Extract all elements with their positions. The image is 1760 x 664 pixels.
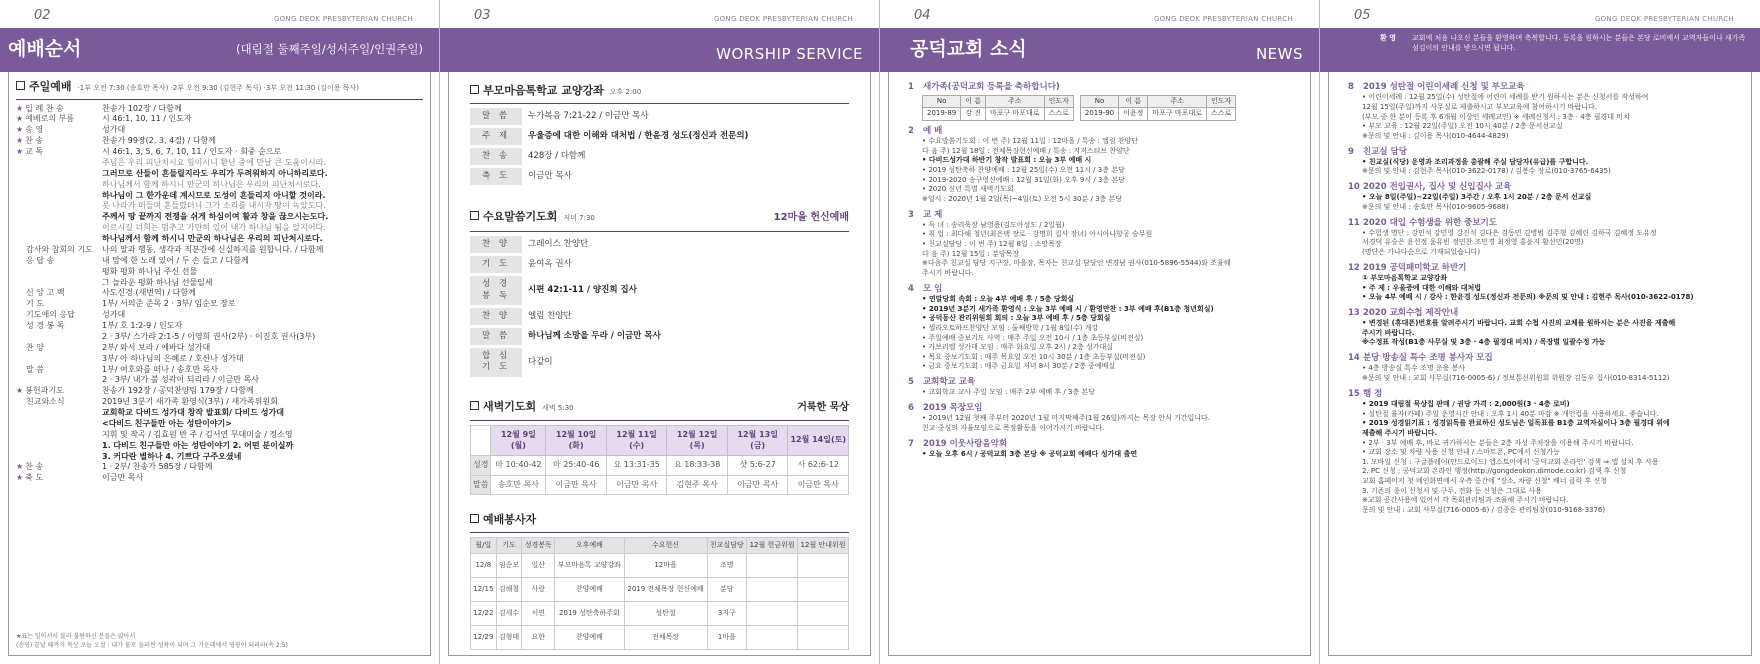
service-label: 찬 양 — [470, 236, 522, 255]
news-line: • 친교실담당 : 이 번 주) 12월 8일 : 소망목장 — [922, 240, 1062, 249]
order-detail-line: 3부/ 아 하나님의 은혜로 / 호산나 성가대 — [102, 353, 244, 363]
dawn-cell: 성경 — [471, 456, 491, 476]
star-icon: ★ — [16, 386, 24, 396]
news-line: • 변경된 (휴대폰)번호를 알려주시기 바랍니다. 교회 수첩 사진의 교체를 원하시는 분은 사진을 제출해 — [1362, 319, 1676, 328]
order-detail-line: 그러므로 산들이 흔들릴지라도 우리가 두려워하지 아니하리로다. — [102, 168, 328, 178]
new-family-cell: 스스로 — [1044, 108, 1073, 120]
page-number: 04 — [914, 7, 931, 23]
news-number: 8 — [1348, 82, 1354, 92]
page-frame — [8, 72, 431, 656]
news-number: 7 — [908, 438, 914, 449]
order-value: 성가대 — [102, 310, 126, 320]
order-label: 감사와 참회의 기도 — [26, 244, 93, 254]
news-line: • 수요말씀기도회 : 이 번 주) 12월 11일 : 12마을 / 특송 : 엘림 찬양단 — [922, 136, 1139, 145]
news-line: • 취 업 : 최다해 청년(최은택 장로 · 강명희 집사 장녀) 아시아나항공 승무원 — [922, 230, 1153, 239]
news-line: • 2019 성경읽기표 : 성경읽독를 완료하신 성도님은 일독표를 B1층 교역자실이나 3층 필경대 위에 — [1362, 419, 1670, 428]
page-header — [0, 0, 439, 28]
volunteer-header-cell: 오후예배 — [555, 537, 624, 553]
church-name: GONG DEOK PRESBYTERIAN CHURCH — [273, 14, 413, 23]
order-detail-line: 2 · 3부/ 내가 불 성곽이 되리라 / 이금만 목사 — [102, 375, 259, 385]
news-line: • 교회 장소 및 차량 사용 신청 안내 / 스마트폰, PC에서 신청가능 — [1362, 448, 1560, 457]
section-right-label: 거룩한 묵상 — [797, 401, 849, 413]
title-band — [0, 28, 439, 72]
order-value: 1부/ 호 1:2-9 / 인도자 — [102, 321, 183, 331]
news-heading: 6 2019 목장모임 — [908, 403, 983, 413]
news-line: • 2019년 12월 첫째 주부터 2020년 1월 마지막째주(1월 26일)까지는 목장 안식 기간입니다. — [922, 414, 1210, 423]
news-line: • 연말당회 속회 : 오늘 4부 예배 후 / 5층 당회실 — [922, 294, 1075, 303]
new-family-header-cell: 이 름 — [961, 96, 986, 108]
news-line: ※문의 및 안내 : 김현주 목사(010-3622-0178) / 김봉수 장로(010-3765-6435) — [1362, 167, 1611, 176]
news-line: • 2부 · 3부 예배 후, 바로 귀가하시는 분들은 2층 자성 주차장을 이용해 주시기 바랍니다. — [1362, 438, 1634, 447]
dawn-cell: 송호만 목사 — [491, 475, 546, 495]
order-detail-line: 못 나라가 떠들며 흔들렸더니 그가 소리를 내시자 땅이 녹았도다. — [102, 201, 326, 211]
dawn-header-cell: 12월 13일(금) — [727, 426, 788, 456]
order-value: 1부/ 여호와를 떠나 / 송호만 목사 — [102, 364, 218, 374]
order-detail-line: 이르시길 너희는 멈추고 가만히 있어 내가 하나님 됨을 알지어다. — [102, 223, 326, 233]
news-heading: 5 교회학교 교육 — [908, 377, 976, 388]
service-label: 말 씀 — [470, 327, 522, 347]
news-line: ※문의 및 안내 : 김이용 목사(010-4644-4829) — [1362, 131, 1509, 140]
news-line: • 2020 신년 특별 새벽기도회 — [922, 185, 1014, 194]
volunteer-cell: 전체목장 — [624, 626, 707, 650]
order-label: 친교와소식 — [26, 397, 65, 407]
section-heading: 부모마음톡학교 교양강좌 오후 2:00 — [470, 84, 849, 99]
news-line: • 금요 중보기도회 : 매주 금요일 저녁 8시 30분 / 2층 중예배실 — [922, 362, 1116, 371]
news-line: • 목요 중보기도회 : 매주 목요일 오전 10시 30분 / 1층 초등부실(비전실) — [922, 352, 1146, 361]
dawn-header-cell: 12월 9일(월) — [491, 426, 546, 456]
new-family-header-cell: 인도자 — [1206, 96, 1235, 108]
news-line: • 주일예배 중보기도 사역 : 매주 주일 오전 10시 / 1층 초등부실(비전실) — [922, 333, 1144, 342]
volunteer-header-cell: 12월 안내위원 — [798, 537, 849, 553]
volunteer-cell: 임순모 — [496, 554, 522, 578]
service-label: 찬 송 — [470, 146, 522, 166]
news-line: • 오늘 4부 예배 시 / 강사 : 한윤경 성도(정신과 전문의) ※문의 및 안내 : 김현주 목사(010-3622-0178) — [1362, 293, 1694, 302]
page-number: 02 — [34, 7, 51, 23]
order-detail-line: 3. 커다란 별하나 4. 기쁘다 구주오셨네 — [102, 451, 242, 461]
news-line: • 가브리엘 성가대 모임 : 매주 화요일 오후 2시 / 2층 성가대실 — [922, 343, 1113, 352]
order-value: 2부/ 와서 보라 / 에바다 성가대 — [102, 342, 211, 352]
order-label: ★ 예배로의 부름 — [16, 114, 75, 124]
order-detail-line: 평화 평화 하나님 주신 선물 — [102, 266, 198, 276]
news-line: • 2019년 3분기 새가족 환영식 : 오늘 3부 예배 시 / 환영만찬 : 3부 예배 후(B1층 청년회실) — [922, 304, 1214, 313]
order-value: 나의 말과 행동, 생각과 직분간에 신실하지를 원합니다. / 다함께 — [102, 244, 324, 254]
section-heading: 주일예배 ·1부 오전 7:30 (송호만 목사) ·2부 오전 9:30 (김현주 목사) ·3부 오전 11:30 (김이용 목사) — [16, 80, 423, 95]
order-detail-line: 1. 다비드 친구들만 아는 성탄이야기 2. 어떤 분이실까 — [102, 440, 294, 450]
volunteer-cell: 부모마음톡 교양강좌 — [555, 554, 624, 578]
volunteer-cell: 3지구 — [707, 602, 747, 626]
news-heading: 2 예 배 — [908, 125, 943, 136]
dawn-cell: 마 25:40-46 — [546, 456, 607, 476]
dawn-cell: 요 18:33-38 — [667, 456, 728, 476]
news-line: 다 음 주) 12월 18일 : 전체목장헌신예배 / 특송 : 지저스티브 찬양단 — [922, 146, 1130, 155]
new-family-header-cell: 주소 — [1148, 96, 1207, 108]
order-label: 기도에의 응답 — [26, 310, 75, 320]
order-value: 사도신경 (새번역) / 다함께 — [102, 288, 196, 298]
service-label: 기 도 — [470, 255, 522, 275]
news-line: ※문의 및 안내 : 교회 사무실(716-0005-6) / 정보통신위원회 위원장 김동우 집사(010-8314-5112) — [1362, 374, 1670, 382]
page-subtitle: (대림절 둘째주일/성서주일/인권주일) — [235, 42, 423, 57]
order-label: 기 도 — [26, 299, 44, 309]
service-value: 윤여옥 권사 — [528, 259, 572, 270]
dawn-cell: 이금만 목사 — [727, 475, 788, 495]
volunteer-cell: 찬양예배 — [555, 626, 624, 650]
band-english-title: WORSHIP SERVICE — [716, 45, 863, 64]
page-frame — [448, 72, 871, 656]
news-line: ※수정표 작성(B1층 사무실 및 3층 · 4층 필경대 비치) / 목장별 일괄수정 가능 — [1362, 338, 1606, 347]
new-family-header-cell: No — [1080, 96, 1118, 108]
new-family-cell: 강 진 — [961, 108, 986, 120]
volunteer-header-cell: 월/일 — [471, 537, 497, 553]
dawn-header-cell: 12월 14일(토) — [788, 426, 849, 456]
service-label: 합 심 기 도 — [470, 347, 522, 378]
news-number: 11 — [1348, 217, 1360, 228]
news-heading: 13 2020 교회수첩 제작안내 — [1348, 307, 1459, 318]
volunteer-cell: 사랑 — [522, 578, 555, 602]
volunteer-cell: 요한 — [522, 626, 555, 650]
news-line: 1. 모바일 신청 : 구글플레이(안드로이드) 앱스토어에서 '공덕교회 온라인' 검색 ⇒ 앱 설치 후 사용 — [1362, 457, 1659, 466]
order-label: ★ 입 례 찬 송 — [16, 103, 64, 113]
star-icon: ★ — [16, 125, 24, 135]
news-line: • 친교실(식당) 운영과 조리과정을 총괄해 주실 담당자(유급)를 구합니다. — [1362, 157, 1589, 166]
order-label: ★ 교 독 — [16, 147, 44, 157]
service-label: 주 제 — [470, 126, 522, 146]
news-number: 9 — [1348, 146, 1354, 157]
page-02 — [0, 0, 440, 664]
order-label: ★ 송 영 — [16, 125, 44, 135]
page-frame — [1328, 72, 1752, 656]
dawn-cell: 마 10:40-42 — [491, 456, 546, 476]
service-label: 말 씀 — [470, 108, 522, 127]
page-05 — [1320, 0, 1760, 664]
page-header — [440, 0, 879, 28]
title-band — [440, 28, 879, 72]
news-heading: 8 2019 성탄절 어린이세례 신청 및 부모교육 — [1348, 82, 1525, 92]
news-number: 6 — [908, 403, 914, 413]
order-value: 이금만 목사 — [102, 473, 144, 483]
volunteer-cell: 성탄절 — [624, 602, 707, 626]
volunteer-cell: 12/29 — [471, 626, 497, 650]
service-value: 428장 / 다함께 — [528, 150, 586, 161]
new-family-header-cell: No — [923, 96, 961, 108]
order-detail-line: 그 놀라운 평화 하나님 선물일세 — [102, 277, 213, 287]
new-family-cell: 2019-89 — [923, 108, 961, 120]
volunteer-header-cell: 수요헌신 — [624, 537, 707, 553]
welcome-message: 환 영 교회에 처음 나오신 분들을 환영하며 축복합니다. 등록을 원하시는 분들은 본당 로비에서 교역자들이나 새가족 섬김이의 안내를 받으시면 됩니다. — [1380, 34, 1746, 52]
order-detail-line: 주께서 땅 끝까지 전쟁을 쉬게 하심이여 활과 창을 끊으시는도다. — [102, 212, 329, 222]
order-value: 1부/ 서의준 준목 2 · 3부/ 임순모 장로 — [102, 299, 236, 309]
star-icon: ★ — [16, 462, 24, 472]
order-label: ★ 축 도 — [16, 473, 44, 483]
order-value: 찬송가 99장(2, 3, 4절) / 다함께 — [102, 136, 217, 146]
order-value: 내 맘에 한 노래 있어 / 두 손 들고 / 다함께 — [102, 255, 249, 265]
section-right-label: 12마을 헌신예배 — [773, 212, 849, 224]
news-line: • 4층 방송실 특수 조명 운용 봉사 — [1362, 364, 1466, 373]
order-label: 성 경 봉 독 — [26, 321, 65, 331]
news-heading: 12 2019 공덕패미학교 하반기 — [1348, 262, 1467, 273]
news-heading: 11 2020 대입 수험생을 위한 중보기도 — [1348, 217, 1497, 228]
new-family-header-cell: 주소 — [986, 96, 1045, 108]
order-value: 성가대 — [102, 125, 126, 135]
volunteer-cell: 12/8 — [471, 554, 497, 578]
news-heading: 15 행 정 — [1348, 388, 1383, 399]
page-header — [1320, 0, 1760, 28]
band-english-title: NEWS — [1255, 45, 1303, 64]
news-line: ※다음주 친교실 담당 지구장, 마을장, 목자는 친교실 담당인 변경남 권사(010-5896-5544)와 조율해 — [922, 259, 1231, 268]
order-label: 응 답 송 — [26, 255, 55, 265]
order-value: 1 · 2부/ 찬송가 585장 / 다함께 — [102, 462, 213, 472]
news-line: ※교회 공간사용에 있어서 각 목회관리팀과 조율해 주시기 바랍니다. — [1362, 496, 1569, 505]
order-detail-line: 지휘 및 작곡 / 김효원 반 주 / 김서연 무대미술 / 정소영 — [102, 429, 293, 439]
news-line: • 2019 성탄축하 찬양예배 : 12월 25일(수) 오전 11시 / 3층 본당 — [922, 165, 1125, 174]
order-label: ★ 봉헌과기도 — [16, 386, 64, 396]
volunteer-header-cell: 기도 — [496, 537, 522, 553]
volunteer-cell: 김세수 — [496, 602, 522, 626]
new-family-cell: 마포구 마포대로 — [986, 108, 1045, 120]
news-line: (명단은 가나다순으로 기재되었습니다) — [1362, 248, 1481, 257]
news-number: 15 — [1348, 388, 1360, 399]
news-line: • 다비드성가대 하반기 창작 발표회 : 오늘 3부 예배 시 — [922, 156, 1092, 165]
news-line: • 셀라오토하프찬양단 모임 : 둘째방학 / 1월 8일(수) 개강 — [922, 323, 1099, 332]
order-value: 찬송가 102장 / 다함께 — [102, 103, 182, 113]
order-detail-line: 교회학교 다비드 성가대 창작 발표회/ 다비드 성가대 — [102, 408, 284, 418]
news-heading: 4 모 임 — [908, 283, 943, 294]
news-line: 교회 홈페이지 첫 메인화면에서 우측 중간에 "장소, 차량 신청" 배너 클릭 후 신청 — [1362, 477, 1607, 486]
news-line: 12월 15일(주일)까지 사무실로 제출하시고 부모교육에 참여하시기 바랍니다. — [1362, 102, 1597, 111]
volunteer-cell: 12/15 — [471, 578, 497, 602]
dawn-cell: 이금만 목사 — [788, 475, 849, 495]
service-value: 누가복음 7:21-22 / 이금만 목사 — [528, 110, 649, 121]
service-label: 성 경 봉 독 — [470, 275, 522, 306]
service-value: 하나님께 소망을 두라 / 이금만 목사 — [528, 331, 661, 341]
news-line: 2. PC 신청 : 공덕교회 온라인 행정(http://gongdeokon.dimode.co.kr) 검색 후 신청 — [1362, 467, 1627, 476]
volunteer-header-cell: 성경봉독 — [522, 537, 555, 553]
news-line: 제출해 주시기 바랍니다. — [1362, 428, 1438, 437]
volunteer-cell: 찬양예배 — [555, 578, 624, 602]
service-value: 이금만 목사 — [528, 171, 572, 182]
new-family-cell: 2019-90 — [1080, 108, 1118, 120]
section-heading: 새벽기도회 새벽 5:30 — [470, 400, 574, 415]
news-line: • 2019-2020 송구영신예배 : 12월 31일(화) 오후 9시 / 3층 본당 — [922, 175, 1125, 184]
news-number: 10 — [1348, 182, 1360, 193]
section-heading: 예배봉사자 — [470, 513, 849, 528]
news-line: • 부모 교육 : 12월 22일(주일) 오전 10시 40분 / 2층 문서선교실 — [1362, 122, 1563, 131]
volunteer-cell: 김형태 — [496, 626, 522, 650]
news-line: 주시기 바랍니다. — [1362, 328, 1415, 337]
news-number: 14 — [1348, 353, 1360, 364]
news-line: • 2019 대림절 묵상집 판매 / 권당 가격 : 2,000원(3 · 4층 로비) — [1362, 399, 1570, 408]
news-number: 12 — [1348, 262, 1360, 273]
news-line: • 설탄절 율자(카페) 주일 운영시간 안내 : 오후 1시 40분 마감 ※ 개인컵을 사용하세요. 좋습니다. — [1362, 409, 1659, 418]
dawn-cell: 이금만 목사 — [546, 475, 607, 495]
order-value: 찬송가 192장 / 공덕찬양팀 179장 / 다함께 — [102, 386, 254, 396]
new-family-cell: 이윤정 — [1119, 108, 1148, 120]
news-number: 5 — [908, 377, 914, 388]
news-number: 2 — [908, 125, 914, 136]
new-family-cell: 스스로 — [1206, 108, 1235, 120]
news-line: ※문의 및 안내 : 송호만 목사(010-9605-9688) — [1362, 202, 1509, 211]
news-line: 다 음 주) 12월 15일 : 분당목장 — [922, 249, 1020, 258]
news-heading: 9 친교실 담당 — [1348, 146, 1407, 157]
news-number: 3 — [908, 209, 914, 220]
dawn-cell: 샷 5:6-27 — [727, 456, 788, 476]
star-icon: ★ — [16, 136, 24, 146]
volunteer-cell: 분당 — [707, 578, 747, 602]
dawn-cell: 이금만 목사 — [606, 475, 667, 495]
dawn-header-cell: 12월 12일(목) — [667, 426, 728, 456]
news-line: 3. 기존의 종이 신청서 및 구두, 전화 등 신청은 그대로 사용 — [1362, 486, 1542, 495]
page-number: 05 — [1354, 7, 1371, 23]
order-detail-line: 하나님께서 함께 하시니 만군의 하나님은 우리의 피난처시로다. — [102, 179, 321, 189]
volunteer-cell: 2019 전체목장 헌신예배 — [624, 578, 707, 602]
order-detail-line: 2 · 3부/ 스가랴 2:1-5 / 이영희 권사(2부) · 이진호 권사(3부) — [102, 331, 316, 341]
order-value: 시 46:1, 3, 5, 6, 7, 10, 11 / 인도자 · 회중 순으로 — [102, 147, 282, 157]
news-number: 1 — [908, 82, 914, 92]
star-icon: ★ — [16, 473, 24, 483]
volunteer-header-cell: 친교실담당 — [707, 537, 747, 553]
volunteer-cell: 조명 — [707, 554, 747, 578]
news-line: ※일시 : 2020년 1월 2일(목)~4일(토) 오전 5시 30분 / 3층 본당 — [922, 194, 1123, 203]
title-band — [880, 28, 1319, 72]
church-name: GONG DEOK PRESBYTERIAN CHURCH — [1594, 14, 1734, 23]
order-detail-line: 하나님이 그 한가운데 계시므로 도성이 흔들리지 아니할 것이라. — [102, 190, 326, 200]
dawn-cell: 말씀 — [471, 475, 491, 495]
dawn-cell: 요 13:31-35 — [606, 456, 667, 476]
news-heading: 7 2019 이웃사랑음악회 — [908, 438, 1008, 449]
new-family-header-cell: 이 름 — [1119, 96, 1148, 108]
service-label: 축 도 — [470, 167, 522, 187]
dawn-cell: 김현주 목사 — [667, 475, 728, 495]
news-line: • 교회학교 교사 주일 모임 : 매주 2부 예배 후 / 3층 본당 — [922, 388, 1095, 397]
new-family-cell: 마포구 마포대로 — [1148, 108, 1207, 120]
star-icon: ★ — [16, 103, 24, 113]
volunteer-cell: 12마을 — [624, 554, 707, 578]
service-value: 그레이스 찬양단 — [528, 238, 589, 249]
volunteer-cell: 일산 — [522, 554, 555, 578]
news-number: 4 — [908, 283, 914, 294]
page-03 — [440, 0, 880, 664]
news-line: 친교 중심의 자율모임으로 목장활동을 이어가시기 바랍니다. — [922, 423, 1105, 432]
star-icon: ★ — [16, 147, 24, 157]
order-detail-line: <다비드 친구들만 아는 성탄이야기> — [102, 418, 232, 428]
news-line: • 어린이세례 : 12월 25일(수) 성탄절에 어린이 세례를 받기 원하시는 분은 신청서를 작성하여 — [1362, 93, 1649, 102]
service-value: 우울증에 대한 이해와 대처법 / 한윤경 성도(정신과 전문의) — [528, 130, 749, 141]
church-name: GONG DEOK PRESBYTERIAN CHURCH — [1153, 14, 1293, 23]
news-line: 서경덕 유승은 윤선정 윤유빈 정민찬 조민경 최정영 홍윤지 황선민(20명) — [1362, 238, 1584, 247]
order-label: 찬 양 — [26, 342, 44, 352]
service-value: 시편 42:1-11 / 양진희 집사 — [528, 284, 637, 295]
page-header — [880, 0, 1319, 28]
dawn-cell: 사 62:6-12 — [788, 456, 849, 476]
volunteer-cell: 12/22 — [471, 602, 497, 626]
dawn-header-cell: 12월 10일(화) — [546, 426, 607, 456]
order-detail-line: 주님은 우리 피난처시요 힘이시니 환난 중에 만날 큰 도움이시라. — [102, 157, 326, 167]
order-value: 시 46:1, 10, 11 / 인도자 — [102, 114, 192, 124]
service-value: 다같이 — [528, 356, 553, 367]
volunteer-cell: 김해철 — [496, 578, 522, 602]
order-label: ★ 찬 송 — [16, 136, 44, 146]
section-heading: 수요말씀기도회 저녁 7:30 — [470, 210, 595, 225]
news-heading: 1 새가족(공덕교회 등록을 축하합니다) — [908, 82, 1060, 92]
new-family-header-cell: 인도자 — [1044, 96, 1073, 108]
volunteer-cell: 1마을 — [707, 626, 747, 650]
order-label: ★ 찬 송 — [16, 462, 44, 472]
dawn-header-cell: 12월 11일(수) — [606, 426, 667, 456]
news-line: • 오늘 8일(주일)~22일(주일) 3주간 / 오후 1시 20분 / 2층 문서 선교실 — [1362, 193, 1592, 202]
order-label: 신 앙 고 백 — [26, 288, 65, 298]
page-number: 03 — [474, 7, 491, 23]
news-line: • 공덕동산 관리위원회 회의 : 오늘 3부 예배 후 / 5층 당회실 — [922, 314, 1111, 323]
page-frame — [888, 72, 1311, 656]
volunteer-cell: 서연 — [522, 602, 555, 626]
page-title: 공덕교회 소식 — [910, 38, 1027, 61]
order-detail-line: 하나님께서 함께 하시니 만군의 하나님은 우리의 피난처시로다. — [102, 234, 323, 244]
page-04 — [880, 0, 1320, 664]
news-line: • 주 제 : 우울증에 대한 이해와 대처법 — [1362, 283, 1482, 292]
church-name: GONG DEOK PRESBYTERIAN CHURCH — [713, 14, 853, 23]
service-value: 엘림 찬양단 — [528, 310, 572, 321]
service-label: 찬 양 — [470, 306, 522, 326]
news-heading: 10 2020 전입권사, 집사 및 신입집사 교육 — [1348, 182, 1512, 193]
order-value: 2019년 3분기 새가족 환영식(3부) / 새가족위원회 — [102, 397, 278, 407]
volunteer-cell: 2019 성탄축하주회 — [555, 602, 624, 626]
news-line: (부모 중 한 분이 등록 후 6개월 이상인 세례교인) ※ 세례신청서 : 3층 · 4층 필경대 비치 — [1362, 112, 1630, 121]
news-heading: 14 분당 방송실 특수 조명 봉사자 모집 — [1348, 353, 1493, 364]
news-heading: 3 교 제 — [908, 209, 943, 220]
star-icon: ★ — [16, 114, 24, 124]
news-line: • 오늘 오후 6시 / 공덕교회 3층 본당 ※ 공덕교회 예배다 성가대 출연 — [922, 449, 1138, 458]
news-line: ① 부모마음톡학교 교양강좌 — [1362, 273, 1448, 282]
news-line: 문의 및 안내 : 교회 사무실(716-0005-6) / 김종운 관리팀장(010-9168-3376) — [1362, 506, 1606, 515]
footnote: ★표는 일어서서 불러 불편하신 분들은 앉아서 (송영) 끝날 때까지 목상 오늘 오설 : 내가 물로 둘러싼 성곽이 되며 그 가운데에서 영광이 되리라(속 2:5) — [16, 633, 288, 649]
news-line: • 수험생 명단 : 강민석 강민영 강진석 김다은 김동민 김병범 김주형 김혜린 김하국 김혜정 도유정 — [1362, 228, 1657, 237]
welcome-band — [1320, 28, 1760, 72]
news-line: • 득 녀 : 송리욱장 남영용(김도아성도 / 2일월) — [922, 220, 1065, 229]
order-label: 말 씀 — [26, 364, 44, 374]
news-number: 13 — [1348, 307, 1360, 318]
page-title: 예배순서 — [8, 38, 82, 61]
volunteer-header-cell: 12월 헌금위원 — [747, 537, 798, 553]
news-line: 주시기 바랍니다. — [922, 269, 974, 277]
